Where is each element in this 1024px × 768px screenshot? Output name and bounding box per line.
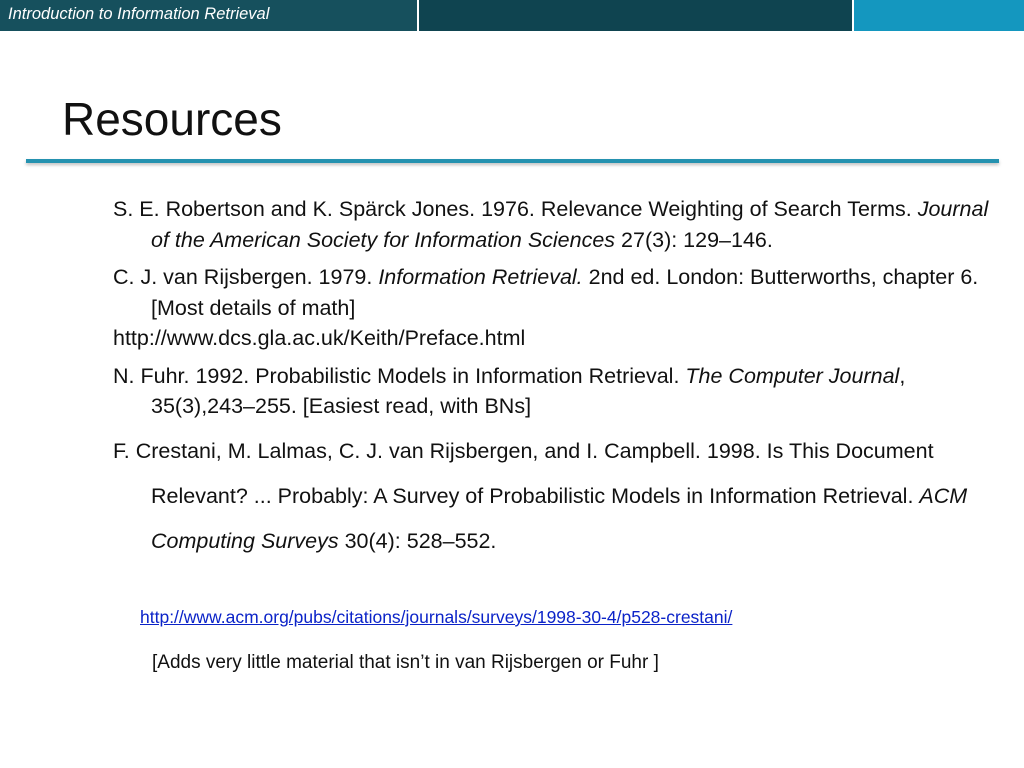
crestani-note: [Adds very little material that isn’t in van Rijsbergen or Fuhr ] <box>152 652 659 673</box>
reference-text: S. E. Robertson and K. Spärck Jones. 1976. Relevance Weighting of Search Terms. <box>113 197 918 221</box>
reference-text: C. J. van Rijsbergen. 1979. <box>113 265 379 289</box>
reference-fuhr <box>113 361 993 422</box>
header-bar <box>0 0 1024 31</box>
reference-journal: Journal of the American Society for Information Sciences <box>151 197 989 252</box>
reference-text: F. Crestani, M. Lalmas, C. J. van Rijsbergen, and I. Campbell. 1998. Is This Document Relevant? ... Probably: A Survey of Probabilistic Models in Information Retrieval. <box>113 438 934 508</box>
crestani-link[interactable]: http://www.acm.org/pubs/citations/journals/surveys/1998-30-4/p528-crestani/ <box>140 607 733 627</box>
reference-robertson <box>113 194 993 255</box>
reference-journal: ACM Computing Surveys <box>151 483 968 553</box>
reference-journal: The Computer Journal <box>685 363 900 388</box>
header-segment-accent <box>854 0 1024 31</box>
reference-text: 2nd ed. London: Butterworths, chapter 6. [Most details of math] <box>151 265 979 320</box>
reference-text: N. Fuhr. 1992. Probabilistic Models in Information Retrieval. <box>113 363 686 388</box>
reference-text: 30(4): 528–552. <box>338 528 497 553</box>
reference-url-text: http://www.dcs.gla.ac.uk/Keith/Preface.html <box>113 326 526 350</box>
reference-van-rijsbergen <box>113 262 993 354</box>
header-segment-middle <box>419 0 852 31</box>
reference-crestani <box>113 429 993 564</box>
slide-title: Resources <box>62 93 282 145</box>
reference-book: Information Retrieval. <box>378 265 583 289</box>
title-divider <box>26 159 999 163</box>
reference-list <box>113 194 993 564</box>
course-title: Introduction to Information Retrieval <box>8 5 270 23</box>
reference-text: , 35(3),243–255. [Easiest read, with BNs] <box>151 363 906 418</box>
reference-text: 27(3): 129–146. <box>615 227 773 252</box>
